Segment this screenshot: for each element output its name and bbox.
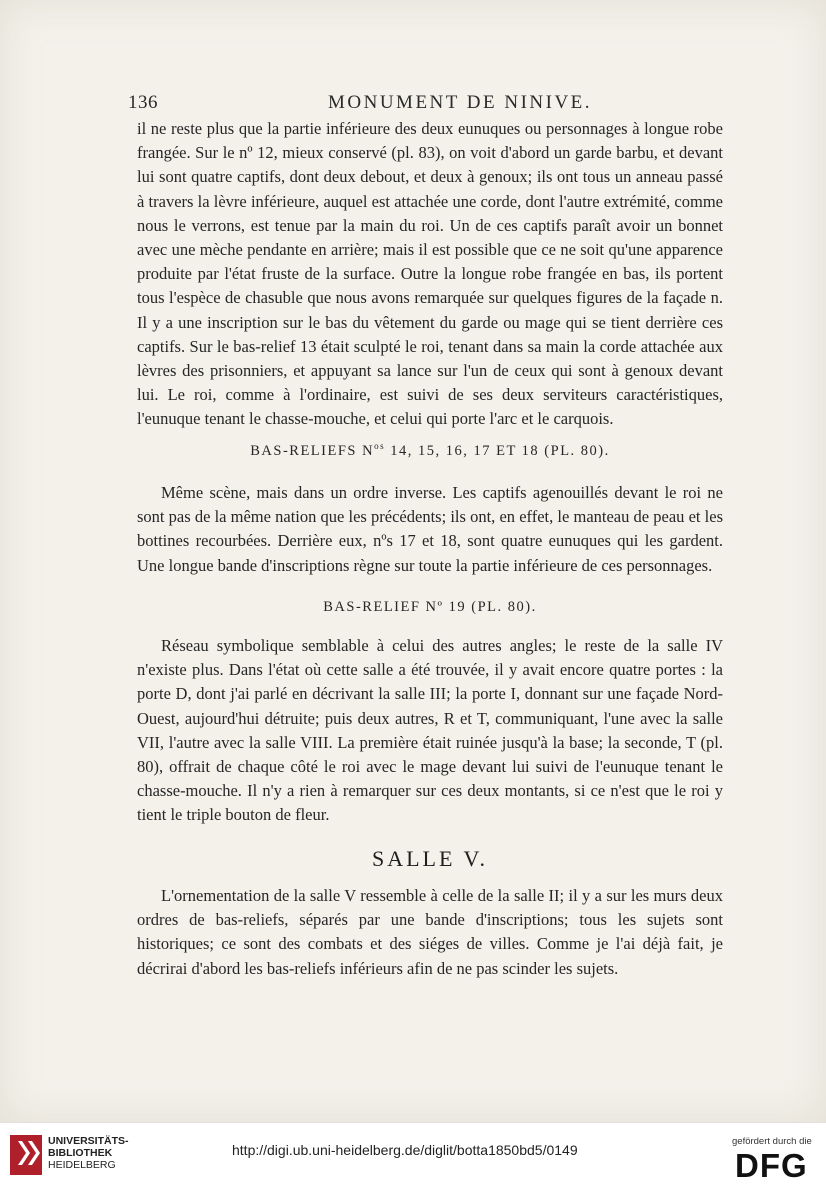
heading-2-text: BAS-RELIEF Nº 19 (PL. 80). xyxy=(323,599,537,615)
paragraph-4-text: L'ornementation de la salle V ressemble à celle de la salle II; il y a sur les murs deux ordres de bas-reliefs, séparés par une bande d'inscriptions; tous les sujets sont historiques; ce sont des combats et des siéges de villes. Comme je l'ai déjà fait, je décrirai d'abord les bas-reliefs inférieurs afin de ne pas scinder les sujets. xyxy=(137,886,723,978)
running-title: MONUMENT DE NINIVE. xyxy=(328,92,593,113)
funder-note: gefördert durch die xyxy=(732,1136,812,1147)
paragraph-3-text: Réseau symbolique semblable à celui des autres angles; le reste de la salle IV n'existe plus. Dans l'état où cette salle a été trouvée, il y avait encore quatre portes : la porte D, dont j'ai parlé en décrivant la salle III; la porte I, donnant sur une façade Nord-Ouest, aujourd'hui détruite; puis deux autres, R et T, communiquant, l'une avec la salle VII, l'autre avec la salle VIII. La première était ruinée jusqu'à la base; la seconde, T (pl. 80), offrait de chaque côté le roi avec le mage devant lui suivi de l'eunuque tenant le chasse-mouche. Il n'y a rien à remarquer sur ces deux montants, si ce n'est que le roi y tient le triple bouton de fleur. xyxy=(137,636,723,825)
viewer-footer xyxy=(0,1122,826,1189)
permalink-url[interactable]: http://digi.ub.uni-heidelberg.de/diglit/botta1850bd5/0149 xyxy=(232,1142,578,1158)
university-library-logo-icon[interactable] xyxy=(8,1131,44,1179)
heading-1-prefix: BAS-RELIEFS N xyxy=(250,442,375,459)
paragraph-4 xyxy=(137,884,723,981)
dfg-logo[interactable]: DFG xyxy=(735,1147,808,1184)
library-line-1: UNIVERSITÄTS- xyxy=(48,1135,129,1147)
paragraph-2 xyxy=(137,481,723,578)
heading-1-rest: 14, 15, 16, 17 ET 18 (PL. 80). xyxy=(385,442,610,459)
library-line-2: BIBLIOTHEK xyxy=(48,1147,113,1159)
university-library-name[interactable] xyxy=(48,1135,129,1171)
paragraph-1-text: il ne reste plus que la partie inférieure des deux eunuques ou personnages à longue robe frangée. Sur le nº 12, mieux conservé (pl. 83), on voit d'abord un garde barbu, et devant lui sont quatre captifs, dont deux debout, et deux à genoux; ils ont tous un anneau passé à travers la lèvre inférieure, auquel est attachée une corde, dont l'autre extrémité, comme nous le verrons, est tenue par la main du roi. Un de ces captifs paraît avoir un bonnet avec une mèche pendante en arrière; mais il est possible que ce ne soit qu'une apparence produite par l'état fruste de la surface. Outre la longue robe frangée en bas, ils portent tous l'espèce de chasuble que nous avons remarquée sur quelques figures de la façade n. Il y a une inscription sur le bas du vêtement du garde ou mage qui se tient derrière ces captifs. Sur le bas-relief 13 était sculpté le roi, tenant dans sa main la corde attachée aux lèvres des prisonniers, et appuyant sa lance sur l'un de ceux qui sont à genoux devant lui. Le roi, comme à l'ordinaire, est suivi de ses deux serviteurs caractéristiques, l'eunuque tenant le chasse-mouche, et celui qui porte l'arc et le carquois. xyxy=(137,119,723,429)
paragraph-2-text: Même scène, mais dans un ordre inverse. Les captifs agenouillés devant le roi ne sont pas de la même nation que les précédents; ils ont, en effet, le manteau de peau et les bottines recourbées. Derrière eux, nºs 17 et 18, sont quatre eunuques qui les gardent. Une longue bande d'inscriptions règne sur toute la partie inférieure de ces personnages. xyxy=(137,483,723,575)
paragraph-1 xyxy=(137,117,723,432)
section-title xyxy=(137,846,723,872)
section-title-text: SALLE V. xyxy=(371,846,489,871)
heading-1-sup: os xyxy=(374,441,386,451)
page-header xyxy=(118,92,718,116)
paragraph-3 xyxy=(137,634,723,828)
library-line-3: HEIDELBERG xyxy=(48,1159,116,1171)
heading-bas-relief-19 xyxy=(137,599,723,616)
heading-bas-reliefs-14-18 xyxy=(137,441,723,460)
page-number: 136 xyxy=(128,92,158,113)
